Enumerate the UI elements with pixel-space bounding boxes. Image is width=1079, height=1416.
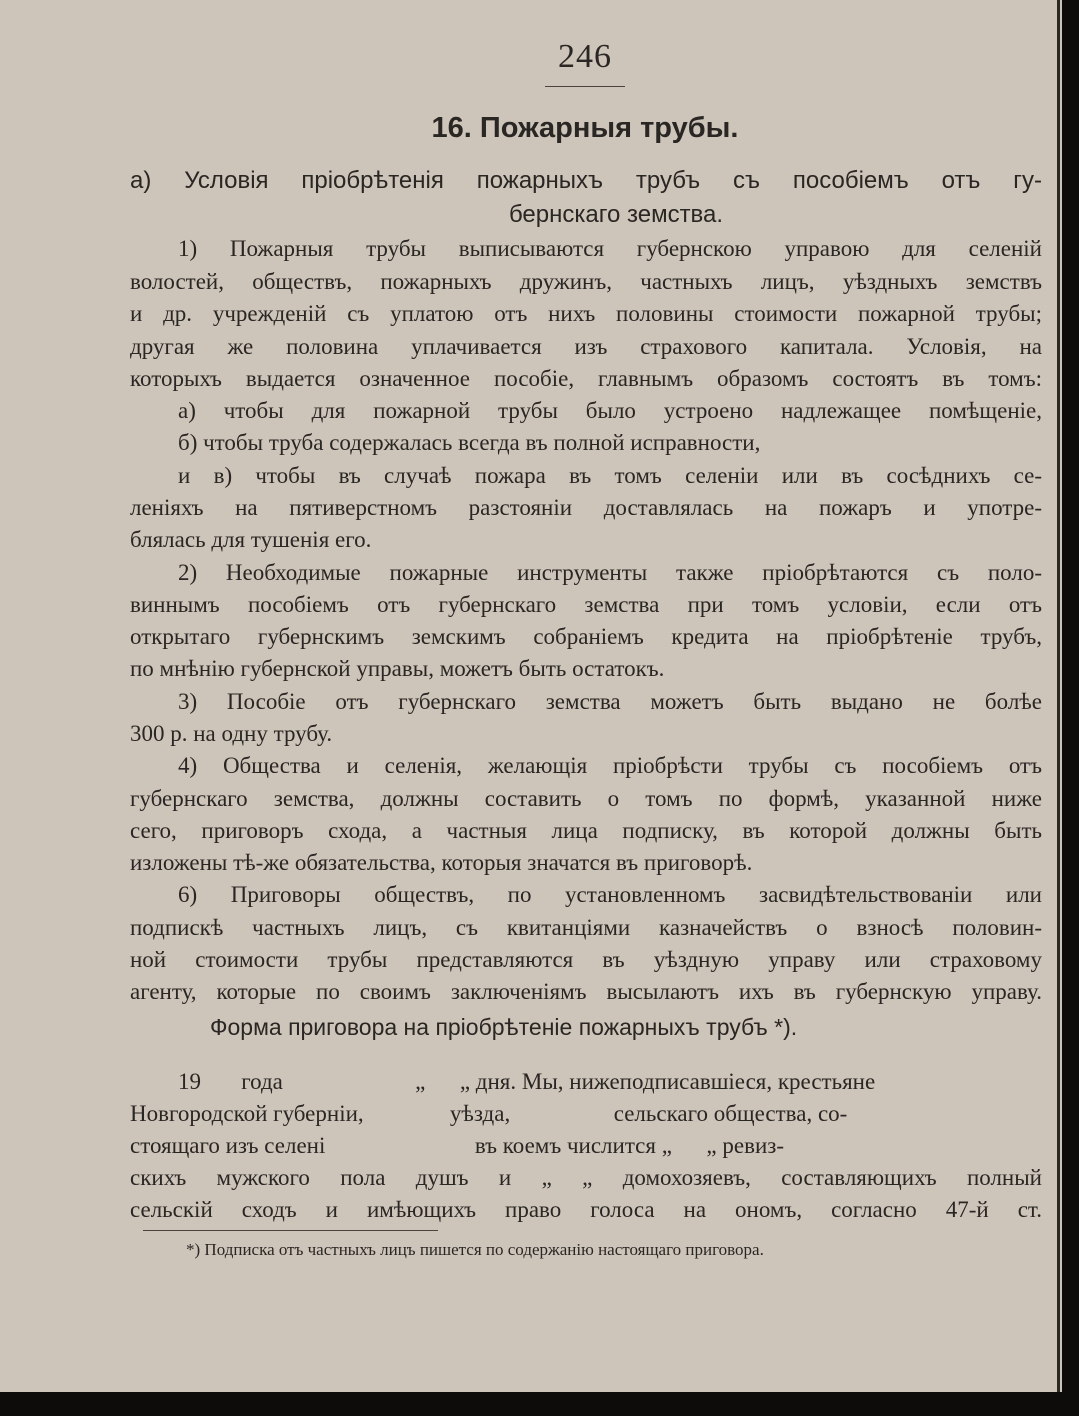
body-line: 3) Пособіе отъ губернскаго земства можетъ быть выдано не болѣе (178, 689, 1042, 714)
body-line: б) чтобы труба содержалась всегда въ полной исправности, (178, 430, 761, 455)
body-line: леніяхъ на пятиверстномъ разстояніи доставлялась на пожаръ и употре- (130, 495, 1042, 520)
subheading-line-2: бернскаго земства. (508, 201, 724, 228)
body-line: блялась для тушенія его. (130, 527, 372, 552)
body-line: которыхъ выдается означенное пособіе, главнымъ образомъ состоятъ въ томъ: (130, 366, 1042, 391)
form-title: Форма приговора на пріобрѣтеніе пожарныхъ трубъ *). (210, 1014, 798, 1040)
body-line: 300 р. на одну трубу. (130, 721, 333, 746)
page-number-rule (545, 86, 625, 87)
body-line: 4) Общества и селенія, желающія пріобрѣсти трубы съ пособіемъ отъ (178, 753, 1042, 778)
form-line: 19 года „ „ дня. Мы, нижеподписавшіеся, крестьяне (178, 1069, 876, 1094)
body-line: изложены тѣ-же обязательства, которыя значатся въ приговорѣ. (130, 850, 753, 875)
body-line: 6) Приговоры обществъ, по установленномъ засвидѣтельствованіи или (178, 882, 1042, 907)
page-number: 246 (558, 38, 612, 75)
form-line: скихъ мужского пола душъ и „ „ домохозяевъ, составляющихъ полный (130, 1165, 1042, 1190)
footnote: *) Подписка отъ частныхъ лицъ пишется по содержанію настоящаго приговора. (186, 1240, 764, 1259)
body-line: виннымъ пособіемъ отъ губернскаго земства при томъ условіи, если отъ (130, 592, 1042, 617)
body-line: сего, приговоръ схода, а частныя лица подписку, въ которой должны быть (130, 818, 1042, 843)
form-line: стоящаго изъ селені въ коемъ числится „ „ ревиз- (130, 1133, 785, 1158)
form-line: Новгородской губерніи, уѣзда, сельскаго общества, со- (130, 1101, 848, 1126)
footnote-rule (143, 1230, 438, 1231)
body-line: и в) чтобы въ случаѣ пожара въ томъ селеніи или въ сосѣднихъ се- (178, 463, 1042, 488)
body-line: 1) Пожарныя трубы выписываются губернскою управою для селеній (178, 236, 1042, 261)
section-heading: 16. Пожарныя трубы. (431, 112, 739, 144)
body-line: а) чтобы для пожарной трубы было устроено надлежащее помѣщеніе, (178, 398, 1042, 423)
body-line: другая же половина уплачивается изъ страхового капитала. Условія, на (130, 334, 1042, 359)
body-line: по мнѣнію губернской управы, можетъ быть остатокъ. (130, 656, 665, 681)
body-line: подпискѣ частныхъ лицъ, съ квитанціями казначействъ о взносѣ половин- (130, 915, 1042, 940)
body-line: агенту, которые по своимъ заключеніямъ высылаютъ ихъ въ губернскую управу. (130, 979, 1042, 1004)
body-line: ной стоимости трубы представляются въ уѣздную управу или страховому (130, 947, 1042, 972)
subheading-line-1: а) Условія пріобрѣтенія пожарныхъ трубъ съ пособіемъ отъ гу- (130, 167, 1042, 194)
body-line: волостей, обществъ, пожарныхъ дружинъ, частныхъ лицъ, уѣздныхъ земствъ (130, 269, 1042, 294)
page-spine-edge (1057, 0, 1060, 1392)
form-line: сельскій сходъ и имѣющихъ право голоса на ономъ, согласно 47-й ст. (130, 1197, 1042, 1222)
body-line: губернскаго земства, должны составить о томъ по формѣ, указанной ниже (130, 786, 1042, 811)
body-line: 2) Необходимые пожарные инструменты также пріобрѣтаются съ поло- (178, 560, 1042, 585)
body-line: и др. учрежденій съ уплатою отъ нихъ половины стоимости пожарной трубы; (130, 301, 1042, 326)
body-line: открытаго губернскимъ земскимъ собраніемъ кредита на пріобрѣтеніе трубъ, (130, 624, 1042, 649)
